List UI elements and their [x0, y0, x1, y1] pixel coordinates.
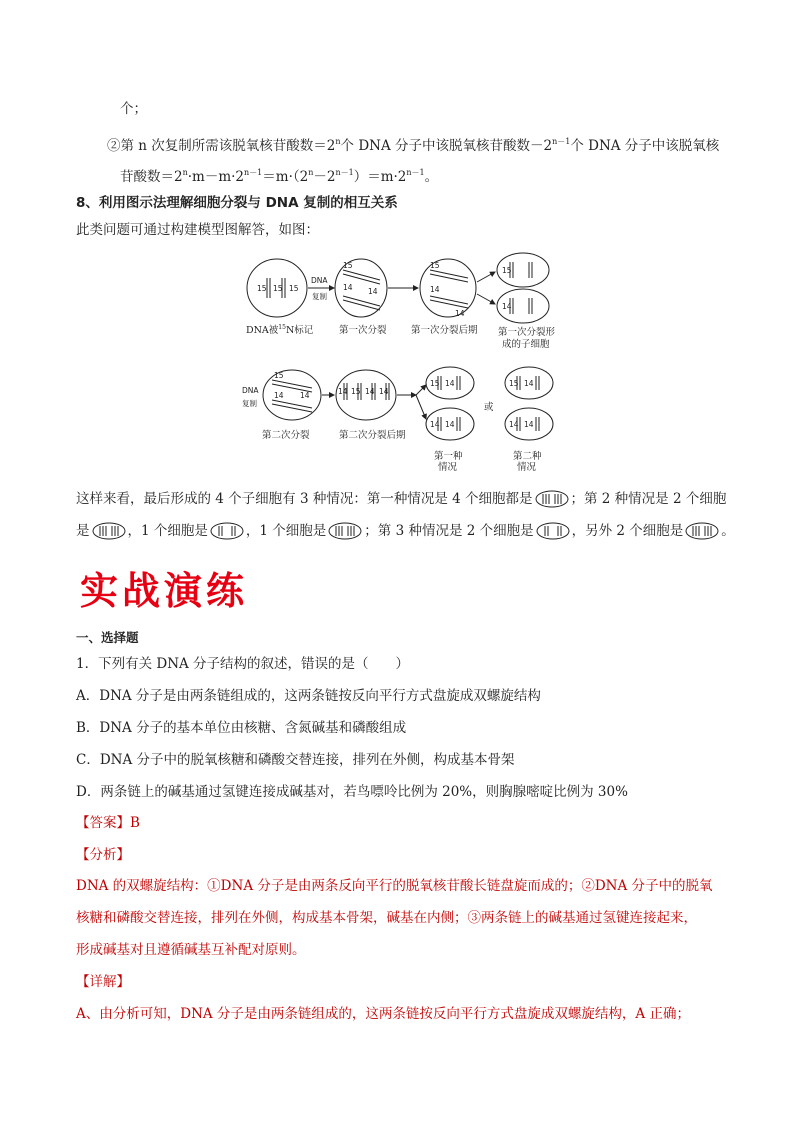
svg-text:14: 14 — [455, 309, 465, 318]
superscript: n — [308, 168, 314, 177]
or-label: 或 — [484, 402, 494, 413]
replicate-arrow-label: 复制 — [312, 292, 327, 301]
practice-title: 实战演练 — [80, 569, 249, 613]
formula-part: 苷酸数＝2 — [120, 169, 183, 185]
svg-text:14: 14 — [524, 379, 534, 388]
answer-label: 【答案】B — [76, 815, 140, 831]
summary-text: ，1 个细胞是 — [127, 523, 208, 539]
superscript: n — [182, 168, 188, 177]
formula-part: ＝m·（2 — [262, 169, 309, 185]
superscript: n — [335, 137, 341, 146]
caption-case1-1: 第一种 — [434, 451, 463, 462]
svg-text:14: 14 — [509, 420, 519, 429]
dna-strand-icon — [536, 522, 570, 540]
caption-second-late: 第二次分裂后期 — [339, 430, 406, 441]
caption-first-division: 第一次分裂 — [339, 325, 387, 336]
svg-text:15: 15 — [343, 261, 353, 270]
superscript: n－1 — [244, 168, 263, 177]
superscript: n－1 — [335, 168, 354, 177]
continuation-text: 个； — [120, 101, 147, 117]
intro-text: 此类问题可通过构建模型图解答，如图： — [76, 222, 319, 238]
svg-text:14: 14 — [365, 387, 375, 396]
option-b: B．DNA 分子的基本单位由核糖、含氮碱基和磷酸组成 — [76, 720, 407, 736]
svg-text:14: 14 — [368, 287, 378, 296]
section-label: 一、选择题 — [76, 630, 139, 645]
summary-text: ；第 2 种情况是 2 个细胞 — [570, 491, 727, 507]
svg-text:14: 14 — [379, 387, 389, 396]
dna-strand-icon — [535, 490, 569, 508]
option-d: D．两条链上的碱基通过氢键连接成碱基对，若鸟嘌呤比例为 20%，则胸腺嘧啶比例为 30% — [76, 784, 628, 800]
question-stem: 1．下列有关 DNA 分子结构的叙述，错误的是（ ） — [76, 656, 410, 672]
svg-text:15: 15 — [289, 284, 299, 293]
formula-part: 个 DNA 分子中该脱氧核苷酸数－2 — [340, 138, 553, 154]
svg-text:15: 15 — [351, 387, 361, 396]
svg-text:15: 15 — [430, 379, 440, 388]
caption-second-division: 第二次分裂 — [262, 430, 310, 441]
summary-line-2 — [76, 521, 735, 541]
summary-text: ，1 个细胞是 — [245, 523, 327, 539]
analysis-line-1: DNA 的双螺旋结构：①DNA 分子是由两条反向平行的脱氧核苷酸长链盘旋而成的；②DNA 分子中的脱氧 — [76, 878, 713, 894]
dna-replication-diagram — [240, 248, 570, 480]
caption-case2-2: 情况 — [517, 462, 537, 473]
summary-text: 是 — [76, 523, 90, 539]
option-a: A．DNA 分子是由两条链组成的，这两条链按反向平行方式盘旋成双螺旋结构 — [76, 688, 541, 704]
formula-line-1 — [107, 132, 719, 156]
summary-text: ，另外 2 个细胞是 — [571, 523, 684, 539]
svg-text:14: 14 — [343, 283, 353, 292]
detail-label: 【详解】 — [76, 974, 130, 990]
section-heading-8: 8、利用图示法理解细胞分裂与 DNA 复制的相互关系 — [76, 195, 398, 211]
svg-text:15: 15 — [509, 379, 519, 388]
dna-strand-icon — [685, 522, 719, 540]
svg-text:14: 14 — [430, 420, 440, 429]
analysis-line-3: 形成碱基对且遵循碱基互补配对原则。 — [76, 942, 306, 958]
summary-text: 这样来看，最后形成的 4 个子细胞有 3 种情况：第一种情况是 4 个细胞都是 — [76, 491, 533, 507]
caption-first-daughter-2: 成的子细胞 — [502, 339, 550, 350]
caption-first-daughter-1: 第一次分裂形 — [498, 327, 556, 338]
dna-strand-icon — [210, 522, 244, 540]
svg-text:14: 14 — [300, 391, 310, 400]
formula-part: 个 DNA 分子中该脱氧核 — [570, 138, 720, 154]
cell-second-division — [263, 370, 321, 420]
caption-first-late: 第一次分裂后期 — [411, 325, 478, 336]
daughter-bars — [510, 262, 532, 314]
formula-line-2 — [120, 163, 438, 187]
svg-text:15: 15 — [430, 261, 440, 270]
svg-text:15: 15 — [274, 371, 284, 380]
svg-text:14: 14 — [445, 379, 455, 388]
formula-part: 。 — [424, 169, 439, 185]
analysis-label: 【分析】 — [76, 847, 130, 863]
caption-case1-2: 情况 — [438, 462, 458, 473]
dna-strand-icon — [328, 522, 362, 540]
caption-labeled: DNA被$^{15}$N标记 — [246, 324, 314, 336]
svg-text:15: 15 — [257, 284, 267, 293]
summary-text: ；第 3 种情况是 2 个细胞是 — [364, 523, 534, 539]
option-c: C．DNA 分子中的脱氧核糖和磷酸交替连接，排列在外侧，构成基本骨架 — [76, 752, 515, 768]
replicate-arrow-label-2: 复制 — [242, 399, 257, 408]
svg-text:15: 15 — [502, 266, 512, 275]
svg-text:14: 14 — [338, 387, 348, 396]
formula-part: －2 — [313, 169, 336, 185]
formula-part: ）＝m·2 — [353, 169, 407, 185]
summary-line-1 — [76, 489, 726, 509]
svg-text:14: 14 — [502, 302, 512, 311]
dna-strand-icon — [92, 522, 126, 540]
text-line-continuation — [120, 99, 147, 119]
dna-arrow-label-2: DNA — [242, 386, 259, 395]
formula-part: ·m－m·2 — [187, 169, 245, 185]
svg-text:15: 15 — [273, 284, 283, 293]
formula-part: ②第 n 次复制所需该脱氧核苷酸数＝2 — [107, 138, 336, 154]
summary-text: 。 — [721, 523, 735, 539]
dna-arrow-label: DNA — [311, 276, 328, 285]
caption-case2-1: 第二种 — [513, 451, 542, 462]
analysis-line-2: 核糖和磷酸交替连接，排列在外侧，构成基本骨架，碱基在内侧；③两条链上的碱基通过氢键连接起来， — [76, 910, 697, 926]
superscript: n－1 — [406, 168, 425, 177]
svg-text:14: 14 — [445, 420, 455, 429]
superscript: n－1 — [552, 137, 571, 146]
detail-line-1: A、由分析可知，DNA 分子是由两条链组成的，这两条链按反向平行方式盘旋成双螺旋结构，A 正确； — [76, 1006, 690, 1022]
svg-text:14: 14 — [524, 420, 534, 429]
svg-text:14: 14 — [274, 391, 284, 400]
svg-text:14: 14 — [430, 285, 440, 294]
